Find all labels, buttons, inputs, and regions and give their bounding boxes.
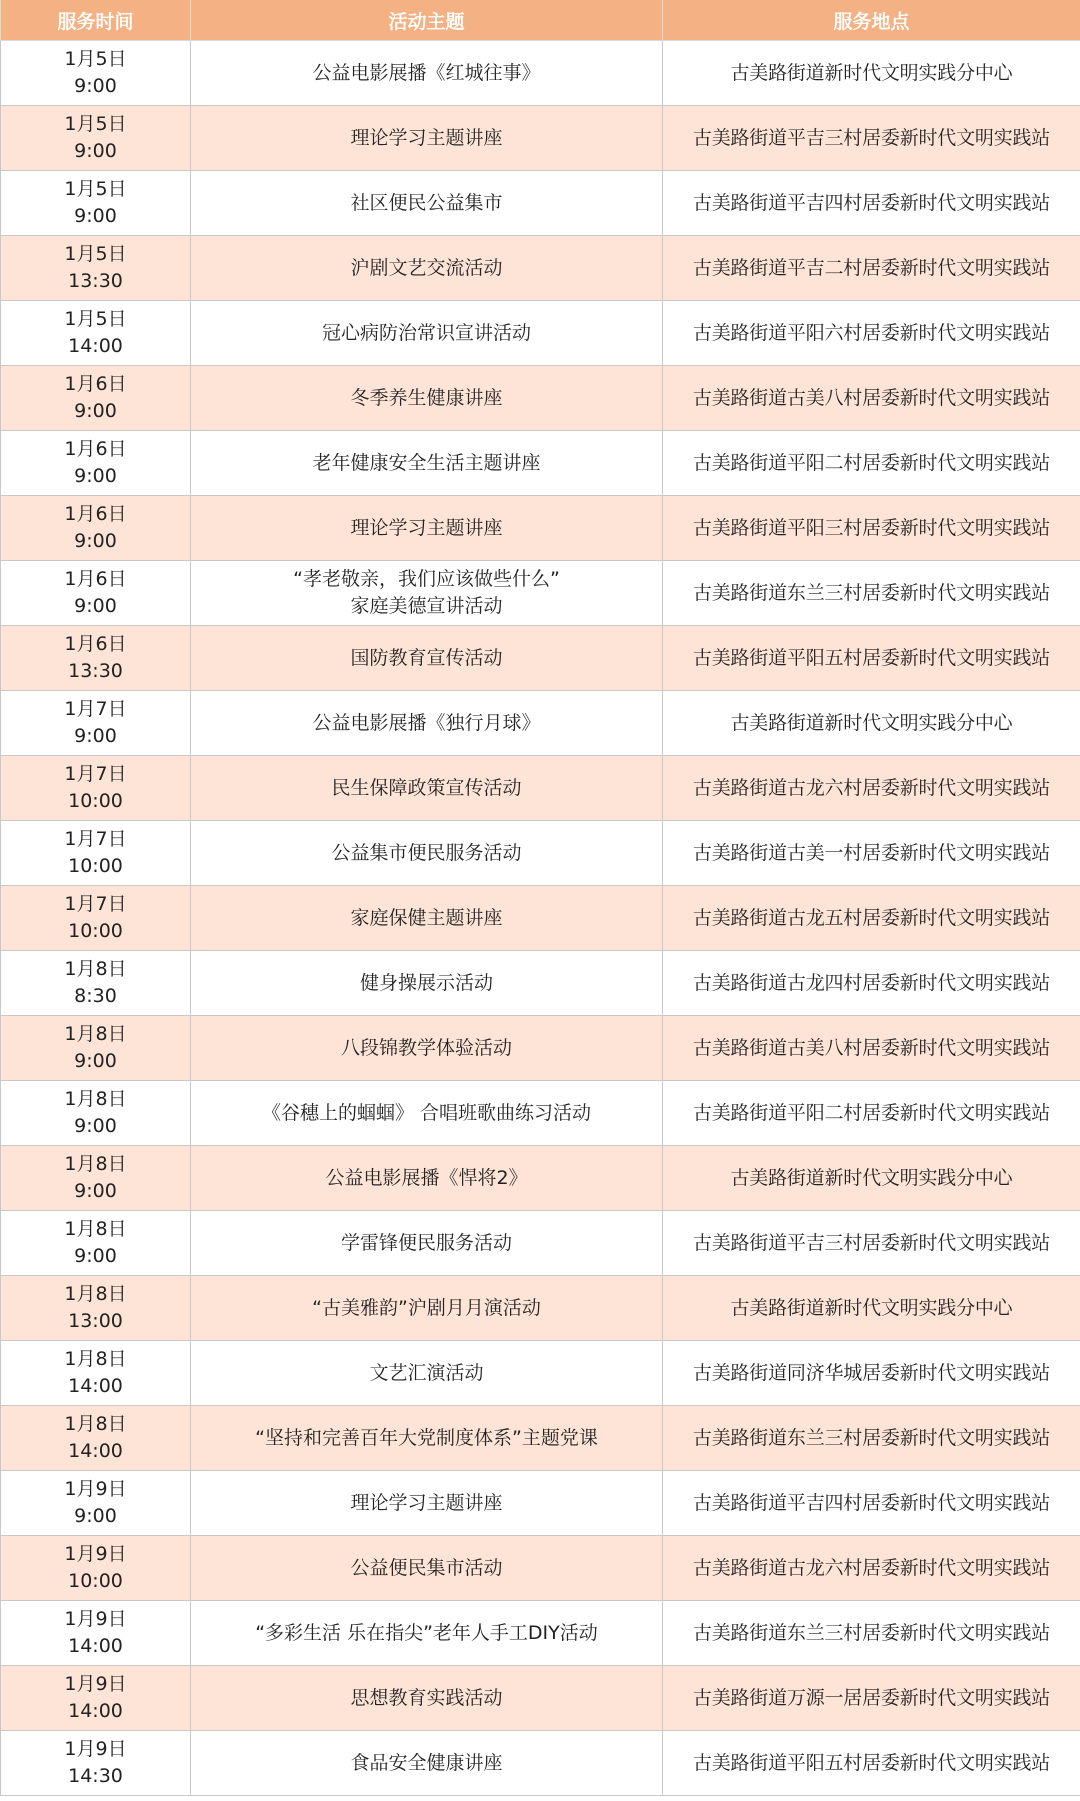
service-date: 1月9日: [64, 1738, 127, 1760]
service-time: 13:00: [68, 1310, 123, 1332]
activity-topic-line: 民生保障政策宣传活动: [331, 776, 522, 799]
service-time: 9:00: [74, 1505, 117, 1527]
service-date: 1月6日: [64, 373, 127, 395]
header-activity-topic: 活动主题: [191, 0, 663, 41]
service-time-cell: [1, 106, 191, 171]
service-time: 9:00: [74, 465, 117, 487]
table-row: [1, 366, 1080, 431]
service-time-cell: [1, 301, 191, 366]
table-header: [1, 0, 1080, 41]
service-date: 1月9日: [64, 1478, 127, 1500]
table-row: [1, 106, 1080, 171]
activity-topic-cell: [191, 1341, 663, 1406]
service-location-cell: 古美路街道古龙六村居委新时代文明实践站: [663, 1536, 1080, 1601]
service-date: 1月8日: [64, 1023, 127, 1045]
service-time-cell: [1, 366, 191, 431]
table-row: [1, 1406, 1080, 1471]
service-location-cell: 古美路街道古龙五村居委新时代文明实践站: [663, 886, 1080, 951]
activity-topic-cell: [191, 1666, 663, 1731]
activity-topic-cell: [191, 1016, 663, 1081]
activity-topic-cell: [191, 236, 663, 301]
service-time-cell: [1, 1731, 191, 1796]
activity-topic-line: 公益电影展播《独行月球》: [312, 711, 541, 734]
activity-topic-cell: [191, 951, 663, 1016]
service-location-cell: 古美路街道平阳二村居委新时代文明实践站: [663, 1081, 1080, 1146]
activity-topic-line: 健身操展示活动: [359, 971, 493, 994]
table-row: [1, 1601, 1080, 1666]
table-row: [1, 561, 1080, 626]
service-location-cell: 古美路街道万源一居居委新时代文明实践站: [663, 1666, 1080, 1731]
table-row: [1, 431, 1080, 496]
table-row: [1, 41, 1080, 106]
activity-topic-cell: [191, 1081, 663, 1146]
service-location-cell: 古美路街道平阳五村居委新时代文明实践站: [663, 1731, 1080, 1796]
service-date: 1月5日: [64, 113, 127, 135]
activity-topic-line: 冬季养生健康讲座: [350, 386, 503, 409]
activity-topic-line: 国防教育宣传活动: [350, 646, 503, 669]
table-body: [1, 41, 1080, 1796]
service-date: 1月7日: [64, 893, 127, 915]
service-date: 1月6日: [64, 438, 127, 460]
activity-topic-line: 公益电影展播《悍将2》: [325, 1166, 528, 1189]
activity-topic-line: 公益集市便民服务活动: [331, 841, 522, 864]
service-date: 1月6日: [64, 568, 127, 590]
table-row: [1, 1666, 1080, 1731]
service-time-cell: [1, 1601, 191, 1666]
service-location-cell: 古美路街道平阳二村居委新时代文明实践站: [663, 431, 1080, 496]
service-location-cell: 古美路街道古美一村居委新时代文明实践站: [663, 821, 1080, 886]
service-time: 9:00: [74, 1115, 117, 1137]
activity-topic-cell: [191, 171, 663, 236]
service-time: 10:00: [68, 790, 123, 812]
activity-topic-line: 公益电影展播《红城往事》: [312, 61, 541, 84]
activity-topic-line: “孝老敬亲，我们应该做些什么”: [293, 568, 560, 590]
service-time: 9:00: [74, 530, 117, 552]
activity-topic-line: 思想教育实践活动: [350, 1686, 503, 1709]
service-time-cell: [1, 1666, 191, 1731]
service-time-cell: [1, 626, 191, 691]
activity-topic-cell: [191, 41, 663, 106]
table-row: [1, 756, 1080, 821]
header-service-time: 服务时间: [1, 0, 191, 41]
service-time: 9:00: [74, 75, 117, 97]
table-row: [1, 1081, 1080, 1146]
service-time: 10:00: [68, 920, 123, 942]
table-row: [1, 886, 1080, 951]
table-row: [1, 236, 1080, 301]
service-time: 9:00: [74, 140, 117, 162]
service-time: 8:30: [74, 985, 117, 1007]
activity-topic-line: 八段锦教学体验活动: [340, 1036, 512, 1059]
service-date: 1月7日: [64, 698, 127, 720]
service-date: 1月7日: [64, 763, 127, 785]
activity-topic-line: 《谷穗上的蝈蝈》 合唱班歌曲练习活动: [261, 1101, 592, 1124]
activity-topic-cell: [191, 366, 663, 431]
activity-topic-cell: [191, 496, 663, 561]
service-time: 14:00: [68, 1635, 123, 1657]
table-row: [1, 1146, 1080, 1211]
service-date: 1月9日: [64, 1608, 127, 1630]
service-date: 1月8日: [64, 1153, 127, 1175]
service-time: 9:00: [74, 725, 117, 747]
table-row: [1, 1471, 1080, 1536]
service-time-cell: [1, 821, 191, 886]
activity-topic-cell: [191, 886, 663, 951]
activity-topic-cell: [191, 1211, 663, 1276]
service-time-cell: [1, 1471, 191, 1536]
service-time: 9:00: [74, 205, 117, 227]
activity-topic-line: 学雷锋便民服务活动: [340, 1231, 512, 1254]
service-time-cell: [1, 1341, 191, 1406]
service-location-cell: 古美路街道平阳六村居委新时代文明实践站: [663, 301, 1080, 366]
service-time: 9:00: [74, 1245, 117, 1267]
activity-topic-cell: [191, 1471, 663, 1536]
service-location-cell: 古美路街道东兰三村居委新时代文明实践站: [663, 561, 1080, 626]
service-time-cell: [1, 41, 191, 106]
service-location-cell: 古美路街道平阳三村居委新时代文明实践站: [663, 496, 1080, 561]
service-location-cell: 古美路街道平吉三村居委新时代文明实践站: [663, 1211, 1080, 1276]
activity-topic-cell: [191, 691, 663, 756]
activity-topic-cell: [191, 1146, 663, 1211]
table-row: [1, 1016, 1080, 1081]
table-row: [1, 1211, 1080, 1276]
table-row: [1, 691, 1080, 756]
service-date: 1月9日: [64, 1543, 127, 1565]
service-date: 1月7日: [64, 828, 127, 850]
service-time: 10:00: [68, 1570, 123, 1592]
service-time-cell: [1, 1276, 191, 1341]
activity-topic-line: 文艺汇演活动: [369, 1361, 484, 1384]
activity-topic-line: 家庭保健主题讲座: [350, 906, 503, 929]
activity-topic-line: “古美雅韵”沪剧月月演活动: [312, 1296, 541, 1319]
service-location-cell: 古美路街道新时代文明实践分中心: [663, 1276, 1080, 1341]
service-time-cell: [1, 691, 191, 756]
service-date: 1月9日: [64, 1673, 127, 1695]
service-time: 14:00: [68, 1440, 123, 1462]
header-row: [1, 0, 1080, 41]
activity-topic-line: 家庭美德宣讲活动: [350, 595, 503, 617]
service-time: 9:00: [74, 1180, 117, 1202]
activity-topic-cell: [191, 106, 663, 171]
service-time: 9:00: [74, 595, 117, 617]
service-time-cell: [1, 1536, 191, 1601]
activity-topic-cell: [191, 1406, 663, 1471]
service-location-cell: 古美路街道新时代文明实践分中心: [663, 1146, 1080, 1211]
table-row: [1, 1341, 1080, 1406]
service-location-cell: 古美路街道平阳五村居委新时代文明实践站: [663, 626, 1080, 691]
service-time: 10:00: [68, 855, 123, 877]
activity-topic-line: “坚持和完善百年大党制度体系”主题党课: [255, 1426, 598, 1449]
activity-topic-cell: [191, 756, 663, 821]
activity-topic-cell: [191, 561, 663, 626]
service-location-cell: 古美路街道古美八村居委新时代文明实践站: [663, 366, 1080, 431]
service-location-cell: 古美路街道平吉三村居委新时代文明实践站: [663, 106, 1080, 171]
activity-topic-cell: [191, 301, 663, 366]
service-date: 1月8日: [64, 1413, 127, 1435]
service-location-cell: 古美路街道东兰三村居委新时代文明实践站: [663, 1601, 1080, 1666]
service-location-cell: 古美路街道新时代文明实践分中心: [663, 41, 1080, 106]
service-time: 9:00: [74, 400, 117, 422]
service-date: 1月8日: [64, 958, 127, 980]
activity-topic-cell: [191, 626, 663, 691]
service-time-cell: [1, 171, 191, 236]
activity-topic-cell: [191, 431, 663, 496]
activity-topic-cell: [191, 821, 663, 886]
service-location-cell: 古美路街道古龙四村居委新时代文明实践站: [663, 951, 1080, 1016]
activity-topic-line: 老年健康安全生活主题讲座: [312, 451, 541, 474]
service-time: 13:30: [68, 270, 123, 292]
service-time-cell: [1, 1146, 191, 1211]
activity-topic-line: 公益便民集市活动: [350, 1556, 503, 1579]
service-time-cell: [1, 886, 191, 951]
service-date: 1月8日: [64, 1088, 127, 1110]
activity-topic-line: 社区便民公益集市: [350, 191, 503, 214]
service-time: 14:00: [68, 1375, 123, 1397]
service-date: 1月5日: [64, 308, 127, 330]
service-time-cell: [1, 431, 191, 496]
service-location-cell: 古美路街道新时代文明实践分中心: [663, 691, 1080, 756]
service-time: 14:30: [68, 1765, 123, 1787]
activity-topic-line: 冠心病防治常识宣讲活动: [321, 321, 531, 344]
activity-topic-line: “多彩生活 乐在指尖”老年人手工DIY活动: [255, 1621, 598, 1644]
activity-topic-cell: [191, 1536, 663, 1601]
service-date: 1月5日: [64, 243, 127, 265]
table-row: [1, 1276, 1080, 1341]
service-date: 1月8日: [64, 1283, 127, 1305]
service-time: 14:00: [68, 1700, 123, 1722]
service-location-cell: 古美路街道古美八村居委新时代文明实践站: [663, 1016, 1080, 1081]
table-row: [1, 496, 1080, 561]
service-location-cell: 古美路街道同济华城居委新时代文明实践站: [663, 1341, 1080, 1406]
activity-topic-cell: [191, 1276, 663, 1341]
service-location-cell: 古美路街道平吉二村居委新时代文明实践站: [663, 236, 1080, 301]
activity-topic-line: 理论学习主题讲座: [350, 126, 503, 149]
activity-topic-cell: [191, 1601, 663, 1666]
activity-topic-line: 理论学习主题讲座: [350, 516, 503, 539]
service-time: 13:30: [68, 660, 123, 682]
service-location-cell: 古美路街道东兰三村居委新时代文明实践站: [663, 1406, 1080, 1471]
service-time-cell: [1, 1211, 191, 1276]
service-date: 1月5日: [64, 48, 127, 70]
table-row: [1, 301, 1080, 366]
service-time-cell: [1, 756, 191, 821]
activity-topic-cell: [191, 1731, 663, 1796]
service-location-cell: 古美路街道古龙六村居委新时代文明实践站: [663, 756, 1080, 821]
table-row: [1, 1536, 1080, 1601]
table-row: [1, 821, 1080, 886]
service-time-cell: [1, 561, 191, 626]
service-date: 1月6日: [64, 633, 127, 655]
service-time: 9:00: [74, 1050, 117, 1072]
service-time-cell: [1, 496, 191, 561]
table-row: [1, 1731, 1080, 1796]
table-row: [1, 171, 1080, 236]
service-date: 1月6日: [64, 503, 127, 525]
service-time-cell: [1, 951, 191, 1016]
activity-topic-line: 理论学习主题讲座: [350, 1491, 503, 1514]
service-location-cell: 古美路街道平吉四村居委新时代文明实践站: [663, 171, 1080, 236]
service-location-cell: 古美路街道平吉四村居委新时代文明实践站: [663, 1471, 1080, 1536]
service-time-cell: [1, 236, 191, 301]
service-date: 1月8日: [64, 1348, 127, 1370]
table-row: [1, 951, 1080, 1016]
activity-topic-line: 食品安全健康讲座: [350, 1751, 503, 1774]
service-date: 1月8日: [64, 1218, 127, 1240]
service-time-cell: [1, 1016, 191, 1081]
activity-topic-line: 沪剧文艺交流活动: [350, 256, 503, 279]
service-time-cell: [1, 1406, 191, 1471]
header-service-location: 服务地点: [663, 0, 1080, 41]
service-date: 1月5日: [64, 178, 127, 200]
service-time-cell: [1, 1081, 191, 1146]
service-time: 14:00: [68, 335, 123, 357]
table-row: [1, 626, 1080, 691]
